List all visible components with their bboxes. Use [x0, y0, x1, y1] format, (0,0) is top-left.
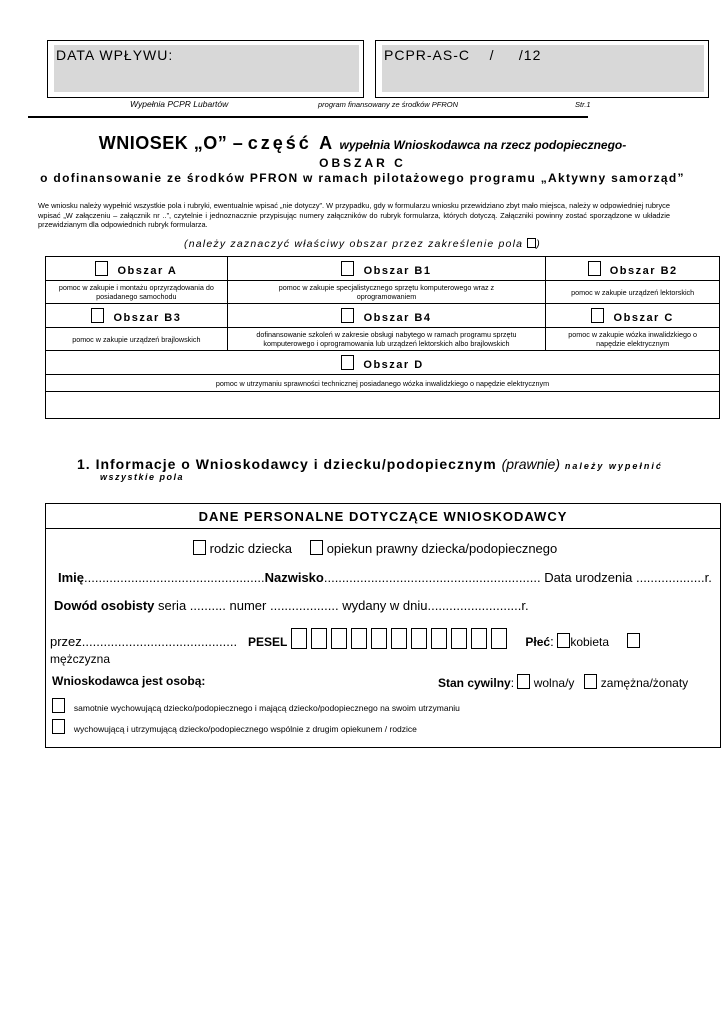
area-b1-cell[interactable]: [227, 257, 546, 281]
name-row[interactable]: [58, 570, 712, 585]
area-a-checkbox[interactable]: [95, 261, 108, 276]
section1-hint-cont: wszystkie pola: [100, 472, 185, 482]
area-b4-desc: dofinansowanie szkoleń w zakresie obsługi nabytego w ramach programu sprzętu komputerowego i oprogramowania lub urządzeń lektorskich albo brajlowskich: [227, 328, 546, 351]
financing-note: program finansowany ze środków PFRON: [318, 100, 459, 109]
area-b2-label: Obszar B2: [609, 264, 678, 277]
area-c-cell[interactable]: [546, 304, 720, 328]
area-a-desc: pomoc w zakupie i montażu oprzyrządowania do posiadanego samochodu: [46, 281, 228, 304]
checkbox-sample-icon: [527, 238, 536, 248]
reference-number: PCPR-AS-C / /12: [384, 47, 542, 63]
applicant-type-row: [193, 540, 557, 556]
section1-paren: (prawnie): [501, 456, 560, 472]
last-name-field[interactable]: ............................................................: [323, 570, 541, 585]
area-b4-checkbox[interactable]: [341, 308, 354, 323]
applicant-status-label: Wnioskodawca jest osobą:: [52, 674, 206, 688]
area-a-label: Obszar A: [117, 264, 178, 277]
personal-data-heading: DANE PERSONALNE DOTYCZĄCE WNIOSKODAWCY: [46, 504, 720, 529]
single-parent-label: samotnie wychowującą dziecko/podopiecznego i mającą dziecko/podopiecznego na swoim utrzymaniu: [73, 703, 460, 713]
male-checkbox[interactable]: [627, 633, 640, 648]
area-a-cell[interactable]: [46, 257, 228, 281]
female-label: kobieta: [570, 635, 610, 649]
area-selection-note-end: ): [536, 238, 541, 250]
joint-parent-checkbox[interactable]: [52, 719, 65, 734]
area-b3-desc: pomoc w zakupie urządzeń brajlowskich: [46, 328, 228, 351]
parent-checkbox[interactable]: [193, 540, 206, 555]
area-b1-label: Obszar B1: [363, 264, 432, 277]
male-label: mężczyzna: [50, 652, 111, 666]
area-b1-checkbox[interactable]: [341, 261, 354, 276]
id-row[interactable]: [54, 598, 529, 613]
first-name-label: Imię: [58, 570, 85, 585]
birth-date-field[interactable]: Data urodzenia ...................r.: [540, 570, 712, 585]
title-program: o dofinansowanie ze środków PFRON w ramach pilotażowego programu „Aktywny samorząd”: [40, 171, 685, 185]
section1-hint: należy wypełnić: [564, 461, 663, 471]
area-c-checkbox[interactable]: [591, 308, 604, 323]
issued-by-field[interactable]: przez...........................................: [50, 634, 238, 649]
female-checkbox[interactable]: [557, 633, 570, 648]
status-option-2[interactable]: [52, 719, 417, 737]
reference-box: [375, 40, 709, 98]
area-b3-label: Obszar B3: [113, 311, 182, 324]
area-b2-cell[interactable]: [546, 257, 720, 281]
first-name-field[interactable]: ..................................................: [84, 570, 265, 585]
section1-heading: [77, 456, 663, 472]
header-divider: [28, 116, 588, 118]
single-checkbox[interactable]: [517, 674, 530, 689]
single-label: wolna/y: [533, 676, 575, 690]
area-b2-desc: pomoc w zakupie urządzeń lektorskich: [546, 281, 720, 304]
filled-by-note: Wypełnia PCPR Lubartów: [130, 99, 229, 109]
area-c-label: Obszar C: [613, 311, 674, 324]
status-option-1[interactable]: [52, 698, 460, 716]
sex-label: Płeć: [525, 635, 551, 649]
area-selection-note-text: (należy zaznaczyć właściwy obszar przez zakreślenie pola: [184, 238, 528, 250]
area-d-desc: pomoc w utrzymaniu sprawności technicznej posiadanego wózka inwalidzkiego o napędzie elektrycznym: [46, 375, 720, 392]
single-parent-checkbox[interactable]: [52, 698, 65, 713]
married-checkbox[interactable]: [584, 674, 597, 689]
date-received-box: [47, 40, 364, 98]
guardian-label: opiekun prawny dziecka/podopiecznego: [326, 541, 558, 556]
date-received-field[interactable]: [54, 45, 359, 92]
area-b2-checkbox[interactable]: [588, 261, 601, 276]
area-d-checkbox[interactable]: [341, 355, 354, 370]
title-part3: wypełnia Wnioskodawca na rzecz podopiecznego-: [339, 138, 627, 152]
married-label: zamężna/żonaty: [600, 676, 689, 690]
title-part2: część A: [247, 133, 336, 153]
area-selection-note: [0, 238, 725, 250]
form-title: [0, 133, 725, 154]
civil-status-label: Stan cywilny: [438, 676, 511, 690]
joint-parent-label: wychowującą i utrzymującą dziecko/podopiecznego wspólnie z drugim opiekunem / rodzice: [73, 724, 417, 734]
title-area: OBSZAR C: [319, 156, 406, 170]
date-received-label: DATA WPŁYWU:: [56, 47, 174, 63]
personal-data-box: [45, 503, 721, 748]
title-part1: WNIOSEK „O” –: [98, 133, 244, 153]
reference-field[interactable]: [382, 45, 704, 92]
id-card-field[interactable]: seria .......... numer ................... wydany w dniu..........................r.: [154, 598, 529, 613]
area-b1-desc: pomoc w zakupie specjalistycznego sprzętu komputerowego wraz z oprogramowaniem: [227, 281, 546, 304]
page-number: Str.1: [575, 100, 591, 109]
instructions: We wniosku należy wypełnić wszystkie pola i rubryki, ewentualnie wpisać „nie dotyczy”. W przypadku, gdy w formularzu wniosku przewidziano zbyt mało miejsca, należy w odpowiedniej rubryce wpisać „W załączeniu – załącznik nr ..”, czytelnie i jednoznacznie przypisując numery załączników do rubryk formularza, których dotyczą. Załączniki powinny zostać sporządzone w układzie przewidzianym dla odpowiednich rubryk formularza.: [38, 201, 670, 230]
areas-table: [45, 256, 720, 419]
last-name-label: Nazwisko: [264, 570, 324, 585]
area-d-cell[interactable]: [46, 351, 720, 375]
civil-status-row: Stan cywilny: wolna/y zamężna/żonaty: [438, 676, 689, 690]
area-b3-checkbox[interactable]: [91, 308, 104, 323]
id-card-label: Dowód osobisty: [54, 598, 155, 613]
area-notes-field[interactable]: [46, 392, 720, 419]
area-b4-label: Obszar B4: [363, 311, 432, 324]
pesel-row: przez........................................... PESEL Płeć: kobieta: [50, 628, 640, 649]
guardian-checkbox[interactable]: [310, 540, 323, 555]
area-d-label: Obszar D: [363, 358, 424, 371]
section1-title: 1. Informacje o Wnioskodawcy i dziecku/podopiecznym: [77, 456, 497, 472]
area-c-desc: pomoc w zakupie wózka inwalidzkiego o napędzie elektrycznym: [546, 328, 720, 351]
area-b3-cell[interactable]: [46, 304, 228, 328]
area-b4-cell[interactable]: [227, 304, 546, 328]
pesel-label: PESEL: [247, 635, 288, 649]
parent-label: rodzic dziecka: [209, 541, 292, 556]
pesel-boxes[interactable]: [291, 634, 511, 649]
